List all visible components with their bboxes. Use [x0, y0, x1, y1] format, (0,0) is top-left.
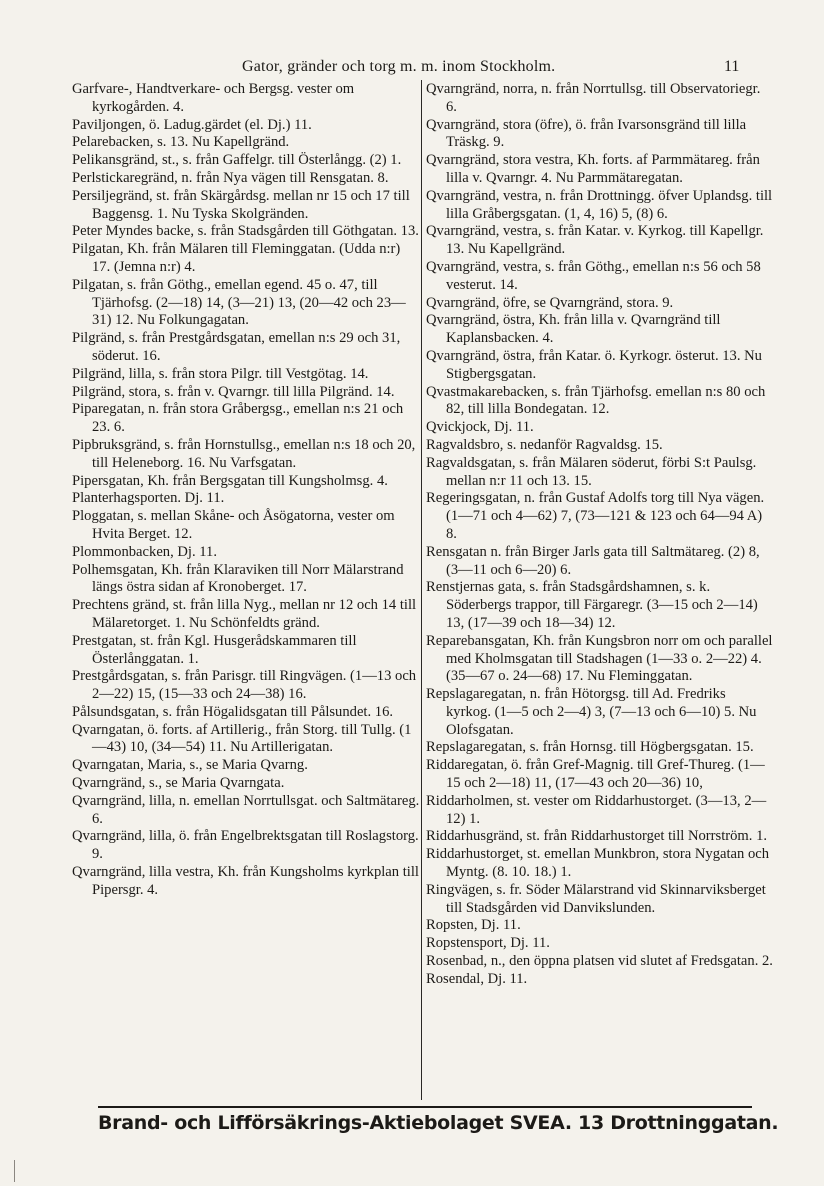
- street-entry: Qvarngatan, Maria, s., se Maria Qvarng.: [72, 757, 308, 774]
- street-entry: Pålsundsgatan, s. från Högalidsgatan till Pålsundet. 16.: [72, 703, 394, 720]
- scan-edge-mark: [14, 1160, 15, 1182]
- street-entry: Piparegatan, n. från stora Gråbergsg., emellan n:s 21 och 23. 6.: [72, 401, 404, 436]
- street-entry: Paviljongen, ö. Ladug.gärdet (el. Dj.) 11.: [72, 116, 312, 133]
- column-divider: [421, 80, 422, 1100]
- right-column: [426, 81, 774, 989]
- street-entry: Peter Myndes backe, s. från Stadsgården till Göthgatan. 13.: [72, 223, 419, 240]
- street-entry: Renstjernas gata, s. från Stadsgårdshamnen, s. k. Söderbergs trappor, till Färgaregr. (3—15 och 2—14) 13, (17—39 och 18—34) 12.: [426, 579, 758, 631]
- street-entry: Pilgatan, Kh. från Mälaren till Fleminggatan. (Udda n:r) 17. (Jemna n:r) 4.: [72, 241, 401, 275]
- street-entry: Ropstensport, Dj. 11.: [426, 935, 550, 952]
- street-entry: Ringvägen, s. fr. Söder Mälarstrand vid Skinnarviksberget till Stadsgården vid Danvikslunden.: [426, 881, 766, 916]
- street-entry: Reparebansgatan, Kh. från Kungsbron norr om och parallel med Kholmsgatan till Stadshagen (1—33 o. 2—22) 4. (35—67 o. 24—68) 17. Nu Fleminggatan.: [426, 632, 773, 685]
- street-entry: Plommonbacken, Dj. 11.: [72, 543, 217, 560]
- street-entry: Qvarngränd, vestra, s. från Göthg., emellan n:s 56 och 58 vesterut. 14.: [426, 258, 761, 293]
- street-entry: Qvarngränd, lilla, n. emellan Norrtullsgat. och Saltmätareg. 6.: [72, 792, 420, 827]
- street-entry: Riddaregatan, ö. från Gref-Magnig. till Gref-Thureg. (1—15 och 2—18) 11, (17—43 och 20—36) 10,: [426, 757, 765, 792]
- street-entry: Polhemsgatan, Kh. från Klaraviken till Norr Mälarstrand längs östra sidan af Kronoberget. 17.: [72, 561, 404, 596]
- street-entry: Pipbruksgränd, s. från Hornstullsg., emellan n:s 18 och 20, till Heleneborg. 16. Nu Varfsgatan.: [72, 436, 416, 471]
- street-entry: Perlstickaregränd, n. från Nya vägen till Rensgatan. 8.: [72, 169, 389, 186]
- street-entry: Pilgränd, stora, s. från v. Qvarngr. till lilla Pilgränd. 14.: [72, 383, 395, 400]
- page-header: [0, 58, 824, 80]
- street-entry: Prestgårdsgatan, s. från Parisgr. till Ringvägen. (1—13 och 2—22) 15, (15—33 och 24—38) 16.: [72, 668, 417, 703]
- left-column: [72, 81, 420, 900]
- street-entry: Qvarngränd, östra, Kh. från lilla v. Qvarngränd till Kaplansbacken. 4.: [426, 312, 721, 347]
- street-entry: Rensgatan n. från Birger Jarls gata till Saltmätareg. (2) 8, (3—11 och 6—20) 6.: [426, 543, 760, 578]
- street-entry: Repslagaregatan, n. från Hötorgsg. till Ad. Fredriks kyrkog. (1—5 och 2—4) 3, (7—13 och 6—10) 5. Nu Olofsgatan.: [426, 686, 757, 738]
- street-entry: Qvarngränd, stora vestra, Kh. forts. af Parmmätareg. från lilla v. Qvarngr. 4. Nu Parmmätaregatan.: [426, 152, 760, 186]
- street-entry: Pelikansgränd, st., s. från Gaffelgr. till Österlångg. (2) 1.: [72, 152, 402, 169]
- street-entry: Qvarngränd, vestra, n. från Drottningg. öfver Uplandsg. till lilla Gråbergsgatan. (1, 4, 16) 5, (8) 6.: [426, 187, 773, 222]
- street-entry: Pelarebacken, s. 13. Nu Kapellgränd.: [72, 134, 290, 151]
- street-entry: Qvarngränd, stora (öfre), ö. från Ivarsonsgränd till lilla Träskg. 9.: [426, 116, 747, 151]
- footer-advert: Brand- och Lifförsäkrings-Aktiebolaget SVEA. 13 Drottninggatan.: [98, 1112, 779, 1134]
- street-entry: Prestgatan, st. från Kgl. Husgerådskammaren till Österlånggatan. 1.: [72, 632, 357, 667]
- street-entry: Qvarngatan, ö. forts. af Artillerig., från Storg. till Tullg. (1—43) 10, (34—54) 11. Nu Artillerigatan.: [72, 721, 412, 756]
- footer-rule: [98, 1106, 752, 1108]
- street-entry: Regeringsgatan, n. från Gustaf Adolfs torg till Nya vägen. (1—71 och 4—62) 7, (73—121 & 123 och 64—94 A) 8.: [426, 490, 765, 542]
- street-entry: Riddarhusgränd, st. från Riddarhustorget till Norrström. 1.: [426, 828, 768, 845]
- street-entry: Prechtens gränd, st. från lilla Nyg., mellan nr 12 och 14 till Mälaretorget. 1. Nu Schönfeldts gränd.: [72, 597, 417, 631]
- street-entry: Qvarngränd, öfre, se Qvarngränd, stora. 9.: [426, 294, 674, 311]
- page-title: Gator, gränder och torg m. m. inom Stockholm.: [242, 58, 556, 75]
- street-entry: Repslagaregatan, s. från Hornsg. till Högbergsgatan. 15.: [426, 739, 754, 756]
- street-entry: Qvarngränd, norra, n. från Norrtullsg. till Observatoriegr. 6.: [426, 81, 761, 115]
- street-entry: Pipersgatan, Kh. från Bergsgatan till Kungsholmsg. 4.: [72, 472, 388, 489]
- street-entry: Pilgatan, s. från Göthg., emellan egend. 45 o. 47, till Tjärhofsg. (2—18) 14, (3—21) 13, (20—42 och 23—31) 12. Nu Folkungagatan.: [72, 276, 406, 329]
- street-entry: Ropsten, Dj. 11.: [426, 917, 521, 934]
- page-number: 11: [724, 58, 740, 75]
- street-entry: Rosenbad, n., den öppna platsen vid slutet af Fredsgatan. 2.: [426, 953, 773, 970]
- street-entry: Qvastmakarebacken, s. från Tjärhofsg. emellan n:s 80 och 82, till lilla Bondegatan. 12.: [426, 383, 766, 418]
- street-entry: Ploggatan, s. mellan Skåne- och Åsögatorna, vester om Hvita Berget. 12.: [72, 508, 395, 542]
- street-entry: Riddarholmen, st. vester om Riddarhustorget. (3—13, 2—12) 1.: [426, 792, 767, 827]
- street-entry: Qvarngränd, lilla vestra, Kh. från Kungsholms kyrkplan till Pipersgr. 4.: [72, 864, 419, 898]
- street-entry: Persiljegränd, st. från Skärgårdsg. mellan nr 15 och 17 till Baggensg. 1. Nu Tyska Skolgränden.: [72, 187, 410, 222]
- street-entry: Planterhagsporten. Dj. 11.: [72, 490, 225, 507]
- street-entry: Qvickjock, Dj. 11.: [426, 419, 534, 436]
- street-entry: Ragvaldsbro, s. nedanför Ragvaldsg. 15.: [426, 436, 663, 453]
- street-entry: Garfvare-, Handtverkare- och Bergsg. vester om kyrkogården. 4.: [72, 81, 355, 115]
- street-entry: Ragvaldsgatan, s. från Mälaren söderut, förbi S:t Paulsg. mellan n:r 11 och 13. 15.: [426, 454, 757, 489]
- street-entry: Qvarngränd, vestra, s. från Katar. v. Kyrkog. till Kapellgr. 13. Nu Kapellgränd.: [426, 223, 764, 258]
- street-entry: Riddarhustorget, st. emellan Munkbron, stora Nygatan och Myntg. (8. 10. 18.) 1.: [426, 846, 770, 881]
- street-entry: Qvarngränd, östra, från Katar. ö. Kyrkogr. österut. 13. Nu Stigbergsgatan.: [426, 347, 762, 382]
- street-entry: Qvarngränd, lilla, ö. från Engelbrektsgatan till Roslagstorg. 9.: [72, 828, 419, 863]
- street-entry: Pilgränd, s. från Prestgårdsgatan, emellan n:s 29 och 31, söderut. 16.: [72, 330, 401, 364]
- street-entry: Rosendal, Dj. 11.: [426, 970, 528, 987]
- street-entry: Pilgränd, lilla, s. från stora Pilgr. till Vestgötag. 14.: [72, 365, 369, 382]
- street-entry: Qvarngränd, s., se Maria Qvarngata.: [72, 775, 285, 792]
